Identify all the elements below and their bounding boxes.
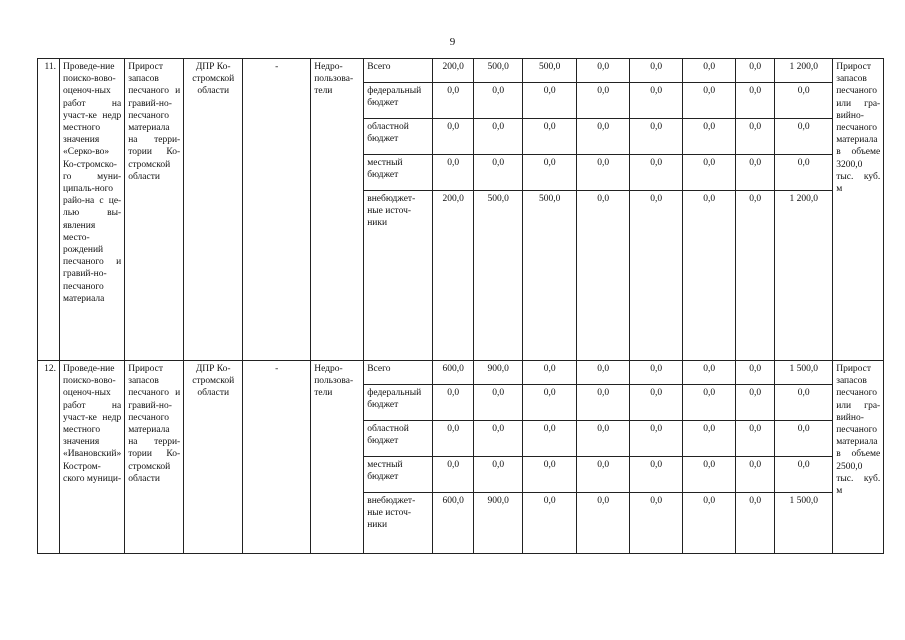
budget-value: 0,0 bbox=[775, 119, 833, 155]
budget-value: 500,0 bbox=[523, 191, 577, 361]
budget-value: 0,0 bbox=[736, 191, 775, 361]
budget-value: 600,0 bbox=[433, 493, 474, 554]
budget-value: 0,0 bbox=[736, 83, 775, 119]
funding-source: Недро-пользова-тели bbox=[311, 361, 364, 554]
measure-goal: Прирост запасов песчаного и гравий-но-песчаного материала на терри-тории Ко-стромской области bbox=[125, 59, 184, 361]
budget-value: 0,0 bbox=[736, 361, 775, 385]
budget-value: 1 500,0 bbox=[775, 361, 833, 385]
measure-row bbox=[38, 59, 884, 83]
budget-value: 0,0 bbox=[523, 385, 577, 421]
budget-value: 0,0 bbox=[775, 457, 833, 493]
budget-value: 0,0 bbox=[736, 385, 775, 421]
budget-value: 0,0 bbox=[577, 59, 630, 83]
budget-value: 0,0 bbox=[577, 361, 630, 385]
budget-value: 0,0 bbox=[736, 155, 775, 191]
budget-label: внебюджет-ные источ-ники bbox=[364, 493, 433, 554]
budget-value: 0,0 bbox=[630, 119, 683, 155]
budget-value: 0,0 bbox=[523, 361, 577, 385]
budget-value: 0,0 bbox=[474, 83, 523, 119]
row-number: 12. bbox=[38, 361, 60, 554]
funding-source: Недро-пользова-тели bbox=[311, 59, 364, 361]
budget-value: 0,0 bbox=[577, 155, 630, 191]
budget-value: 0,0 bbox=[630, 83, 683, 119]
budget-value: 0,0 bbox=[523, 421, 577, 457]
budget-value: 0,0 bbox=[523, 83, 577, 119]
budget-value: 0,0 bbox=[683, 361, 736, 385]
budget-value: 0,0 bbox=[683, 385, 736, 421]
budget-value: 0,0 bbox=[577, 385, 630, 421]
budget-value: 0,0 bbox=[433, 155, 474, 191]
budget-value: 0,0 bbox=[683, 155, 736, 191]
budget-value: 0,0 bbox=[474, 155, 523, 191]
budget-value: 0,0 bbox=[683, 493, 736, 554]
budget-value: 0,0 bbox=[630, 191, 683, 361]
budget-value: 0,0 bbox=[683, 191, 736, 361]
budget-value: 500,0 bbox=[474, 191, 523, 361]
budget-value: 0,0 bbox=[577, 493, 630, 554]
executor: ДПР Ко-стромской области bbox=[184, 361, 243, 554]
budget-label: внебюджет-ные источ-ники bbox=[364, 191, 433, 361]
budget-value: 0,0 bbox=[433, 385, 474, 421]
budget-value: 0,0 bbox=[736, 119, 775, 155]
budget-value: 0,0 bbox=[630, 385, 683, 421]
budget-value: 500,0 bbox=[474, 59, 523, 83]
budget-value: 0,0 bbox=[630, 361, 683, 385]
budget-value: 0,0 bbox=[683, 457, 736, 493]
budget-value: 900,0 bbox=[474, 361, 523, 385]
budget-value: 0,0 bbox=[577, 457, 630, 493]
budget-value: 0,0 bbox=[433, 421, 474, 457]
budget-value: 200,0 bbox=[433, 191, 474, 361]
dash-cell: - bbox=[243, 361, 311, 554]
budget-value: 0,0 bbox=[630, 493, 683, 554]
dash-cell: - bbox=[243, 59, 311, 361]
budget-value: 900,0 bbox=[474, 493, 523, 554]
budget-value: 0,0 bbox=[474, 421, 523, 457]
budget-value: 0,0 bbox=[683, 83, 736, 119]
expected-result: Прирост запасов песчаного или гра-вийно-песчаного материала в объеме 3200,0 тыс. куб. м bbox=[833, 59, 884, 361]
budget-value: 0,0 bbox=[775, 83, 833, 119]
row-number: 11. bbox=[38, 59, 60, 361]
budget-value: 0,0 bbox=[474, 457, 523, 493]
measure-name: Проведе-ние поиско-вово-оценоч-ных работ на участ-ке недр местного значения «Ивановский» Костром-ского муници- bbox=[60, 361, 125, 554]
budget-value: 0,0 bbox=[433, 457, 474, 493]
budget-value: 0,0 bbox=[775, 155, 833, 191]
budget-value: 1 200,0 bbox=[775, 59, 833, 83]
budget-value: 0,0 bbox=[736, 457, 775, 493]
budget-value: 0,0 bbox=[577, 83, 630, 119]
measure-row bbox=[38, 361, 884, 385]
budget-label: областной бюджет bbox=[364, 119, 433, 155]
budget-value: 0,0 bbox=[523, 457, 577, 493]
budget-label: Всего bbox=[364, 59, 433, 83]
measure-name: Проведе-ние поиско-вово-оценоч-ных работ на участ-ке недр местного значения «Серко-во» Ко-стромско-го муни-ципаль-ного райо-на с це-лью вы-явления место-рождений песчаного и гравий-но-песчаного материала bbox=[60, 59, 125, 361]
budget-value: 0,0 bbox=[775, 385, 833, 421]
measure-goal: Прирост запасов песчаного и гравий-но-песчаного материала на терри-тории Ко-стромской области bbox=[125, 361, 184, 554]
budget-value: 0,0 bbox=[683, 119, 736, 155]
budget-value: 0,0 bbox=[736, 59, 775, 83]
budget-value: 200,0 bbox=[433, 59, 474, 83]
budget-value: 1 500,0 bbox=[775, 493, 833, 554]
budget-value: 0,0 bbox=[683, 59, 736, 83]
budget-value: 0,0 bbox=[523, 155, 577, 191]
table-body bbox=[38, 59, 884, 554]
budget-value: 0,0 bbox=[736, 493, 775, 554]
budget-value: 0,0 bbox=[775, 421, 833, 457]
budget-value: 0,0 bbox=[433, 119, 474, 155]
budget-value: 0,0 bbox=[630, 59, 683, 83]
expected-result: Прирост запасов песчаного или гра-вийно-песчаного материала в объеме 2500,0 тыс. куб. м bbox=[833, 361, 884, 554]
budget-label: областной бюджет bbox=[364, 421, 433, 457]
budget-value: 0,0 bbox=[523, 493, 577, 554]
budget-value: 0,0 bbox=[736, 421, 775, 457]
budget-value: 0,0 bbox=[523, 119, 577, 155]
budget-value: 0,0 bbox=[577, 421, 630, 457]
budget-value: 0,0 bbox=[577, 191, 630, 361]
budget-value: 1 200,0 bbox=[775, 191, 833, 361]
budget-value: 0,0 bbox=[474, 119, 523, 155]
budget-value: 500,0 bbox=[523, 59, 577, 83]
budget-value: 0,0 bbox=[433, 83, 474, 119]
budget-label: федеральный бюджет bbox=[364, 83, 433, 119]
executor: ДПР Ко-стромской области bbox=[184, 59, 243, 361]
budget-value: 0,0 bbox=[683, 421, 736, 457]
budget-label: местный бюджет bbox=[364, 155, 433, 191]
budget-label: Всего bbox=[364, 361, 433, 385]
budget-label: федеральный бюджет bbox=[364, 385, 433, 421]
budget-value: 0,0 bbox=[630, 155, 683, 191]
budget-label: местный бюджет bbox=[364, 457, 433, 493]
budget-value: 600,0 bbox=[433, 361, 474, 385]
budget-value: 0,0 bbox=[577, 119, 630, 155]
budget-value: 0,0 bbox=[474, 385, 523, 421]
page-number: 9 bbox=[449, 36, 456, 48]
program-table bbox=[37, 58, 884, 554]
budget-value: 0,0 bbox=[630, 421, 683, 457]
budget-value: 0,0 bbox=[630, 457, 683, 493]
